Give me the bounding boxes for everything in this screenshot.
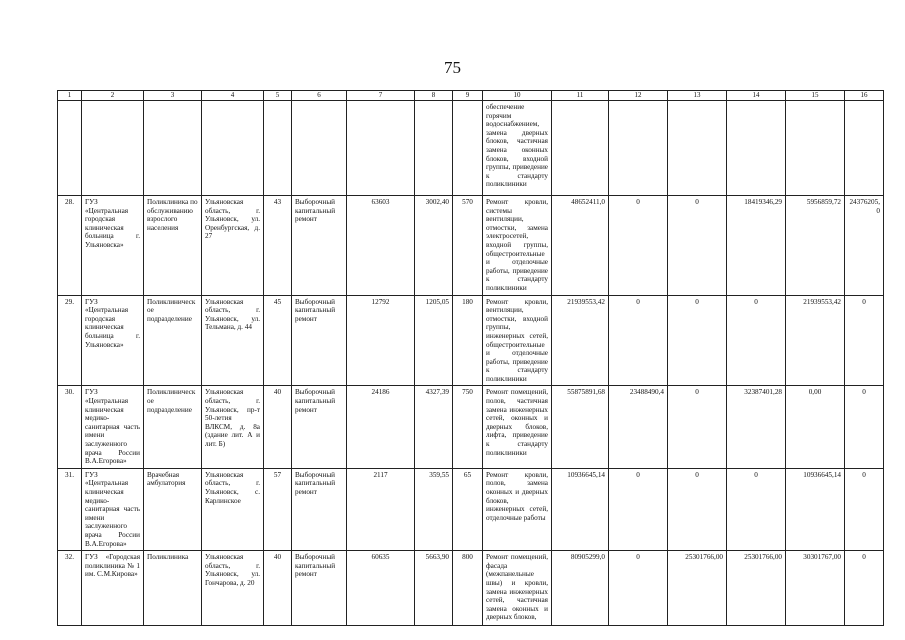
column-header: 5 [264, 91, 292, 101]
cost-col14: 25301766,00 [727, 551, 786, 626]
facility-type: Поликлиника [144, 551, 202, 626]
capacity-value: 570 [453, 196, 483, 296]
institution-name: ГУЗ «Центральная городская клиническая больница г. Ульяновска» [82, 196, 144, 296]
table-cell [144, 101, 202, 196]
address: Ульяновская область, г. Ульяновск, пр-т 50-летия ВЛКСМ, д. 8а (здание лит. А и лит. Б) [202, 386, 264, 468]
cost-col13: 0 [668, 468, 727, 550]
table-row [58, 386, 884, 468]
capacity-value: 750 [453, 386, 483, 468]
facility-type: Поликлиническое подразделение [144, 386, 202, 468]
works-description: Ремонт кровли, системы вентиляции, отмостки, замена электросетей, входной группы, общестроительные и отделочные работы, приведение к стандарту поликлиники [483, 196, 552, 296]
total-cost: 10936645,14 [552, 468, 609, 550]
institution-name: ГУЗ «Центральная клиническая медико-санитарная часть имени заслуженного врача России В.А.Егорова» [82, 386, 144, 468]
cost-col15: 21939553,42 [786, 295, 845, 386]
wear-percent: 40 [264, 551, 292, 626]
total-cost: 48652411,0 [552, 196, 609, 296]
row-number: 31. [58, 468, 82, 550]
address: Ульяновская область, г. Ульяновск, ул. Гончарова, д. 20 [202, 551, 264, 626]
cost-col12: 23488490,4 [609, 386, 668, 468]
cost-col12: 0 [609, 551, 668, 626]
repair-type: Выборочный капитальный ремонт [292, 386, 347, 468]
facility-type: Врачебная амбулатория [144, 468, 202, 550]
cost-col16: 0 [845, 295, 884, 386]
table-cell [727, 101, 786, 196]
cost-col12: 0 [609, 295, 668, 386]
table-cell [292, 101, 347, 196]
cost-col15: 5956859,72 [786, 196, 845, 296]
total-cost: 80905299,0 [552, 551, 609, 626]
cost-col13: 0 [668, 295, 727, 386]
table-cell [786, 101, 845, 196]
column-header: 14 [727, 91, 786, 101]
capacity-value: 800 [453, 551, 483, 626]
col7-value: 63603 [347, 196, 415, 296]
column-header: 10 [483, 91, 552, 101]
column-header: 2 [82, 91, 144, 101]
facility-type: Поликлиника по обслуживанию взрослого населения [144, 196, 202, 296]
col7-value: 2117 [347, 468, 415, 550]
repair-type: Выборочный капитальный ремонт [292, 551, 347, 626]
address: Ульяновская область, г. Ульяновск, ул. Оренбургская, д. 27 [202, 196, 264, 296]
cost-col13: 0 [668, 196, 727, 296]
cost-col12: 0 [609, 468, 668, 550]
cost-col12: 0 [609, 196, 668, 296]
column-header: 12 [609, 91, 668, 101]
capacity-value: 180 [453, 295, 483, 386]
column-header: 15 [786, 91, 845, 101]
table-row [58, 468, 884, 550]
page-number: 75 [444, 58, 461, 77]
address: Ульяновская область, г. Ульяновск, с. Карлинское [202, 468, 264, 550]
column-header: 13 [668, 91, 727, 101]
works-description: обеспечение горячим водоснабжением, замена дверных блоков, частичная замена оконных блоков, входной группы, приведение к стандарту поликлиники [483, 101, 552, 196]
col7-value: 12792 [347, 295, 415, 386]
works-description: Ремонт кровли, вентиляции, отмостки, входной группы, инженерных сетей, общестроительные и отделочные работы, приведение к стандарту поликлиники [483, 295, 552, 386]
institution-name: ГУЗ «Центральная городская клиническая больница г. Ульяновска» [82, 295, 144, 386]
wear-percent: 40 [264, 386, 292, 468]
cost-col16: 0 [845, 468, 884, 550]
column-header: 1 [58, 91, 82, 101]
address: Ульяновская область, г. Ульяновск, ул. Тельмана, д. 44 [202, 295, 264, 386]
row-number: 32. [58, 551, 82, 626]
col7-value: 60635 [347, 551, 415, 626]
registry-table [57, 90, 884, 626]
table-cell [264, 101, 292, 196]
cost-col13: 25301766,00 [668, 551, 727, 626]
column-header: 11 [552, 91, 609, 101]
works-description: Ремонт помещений, полов, частичная замена инженерных сетей, оконных и дверных блоков, лифта, приведение к стандарту поликлиники [483, 386, 552, 468]
cost-col13: 0 [668, 386, 727, 468]
works-description: Ремонт помещений, фасада (межпанельные швы) и кровли, замена инженерных сетей, частичная замена оконных и дверных блоков, [483, 551, 552, 626]
institution-name: ГУЗ «Центральная клиническая медико-санитарная часть имени заслуженного врача России В.А.Егорова» [82, 468, 144, 550]
column-number-row [58, 91, 884, 101]
cost-col14: 0 [727, 295, 786, 386]
facility-type: Поликлиническое подразделение [144, 295, 202, 386]
table-row [58, 295, 884, 386]
table-cell [415, 101, 453, 196]
table-cell [668, 101, 727, 196]
area-value: 359,55 [415, 468, 453, 550]
cost-col16: 0 [845, 386, 884, 468]
continuation-row [58, 101, 884, 196]
cost-col14: 32387401,28 [727, 386, 786, 468]
column-header: 9 [453, 91, 483, 101]
cost-col15: 0,00 [786, 386, 845, 468]
area-value: 5663,90 [415, 551, 453, 626]
repair-type: Выборочный капитальный ремонт [292, 295, 347, 386]
table-cell [845, 101, 884, 196]
column-header: 16 [845, 91, 884, 101]
repair-type: Выборочный капитальный ремонт [292, 196, 347, 296]
cost-col15: 10936645,14 [786, 468, 845, 550]
institution-name: ГУЗ «Городская поликлиника № 1 им. С.М.Кирова» [82, 551, 144, 626]
repair-type: Выборочный капитальный ремонт [292, 468, 347, 550]
table-cell [202, 101, 264, 196]
column-header: 3 [144, 91, 202, 101]
total-cost: 21939553,42 [552, 295, 609, 386]
column-header: 4 [202, 91, 264, 101]
area-value: 1205,05 [415, 295, 453, 386]
row-number: 30. [58, 386, 82, 468]
cost-col15: 30301767,00 [786, 551, 845, 626]
area-value: 3002,40 [415, 196, 453, 296]
table-cell [82, 101, 144, 196]
wear-percent: 57 [264, 468, 292, 550]
wear-percent: 45 [264, 295, 292, 386]
table-cell [58, 101, 82, 196]
works-description: Ремонт кровли, полов, замена оконных и дверных блоков, инженерных сетей, отделочные работы [483, 468, 552, 550]
col7-value: 24186 [347, 386, 415, 468]
area-value: 4327,39 [415, 386, 453, 468]
capacity-value: 65 [453, 468, 483, 550]
table-row [58, 551, 884, 626]
table-cell [609, 101, 668, 196]
cost-col14: 0 [727, 468, 786, 550]
column-header: 6 [292, 91, 347, 101]
column-header: 8 [415, 91, 453, 101]
total-cost: 55875891,68 [552, 386, 609, 468]
table-cell [347, 101, 415, 196]
table-row [58, 196, 884, 296]
row-number: 29. [58, 295, 82, 386]
table-cell [453, 101, 483, 196]
row-number: 28. [58, 196, 82, 296]
cost-col16: 0 [845, 551, 884, 626]
column-header: 7 [347, 91, 415, 101]
cost-col14: 18419346,29 [727, 196, 786, 296]
wear-percent: 43 [264, 196, 292, 296]
table-cell [552, 101, 609, 196]
cost-col16: 24376205,0 [845, 196, 884, 296]
